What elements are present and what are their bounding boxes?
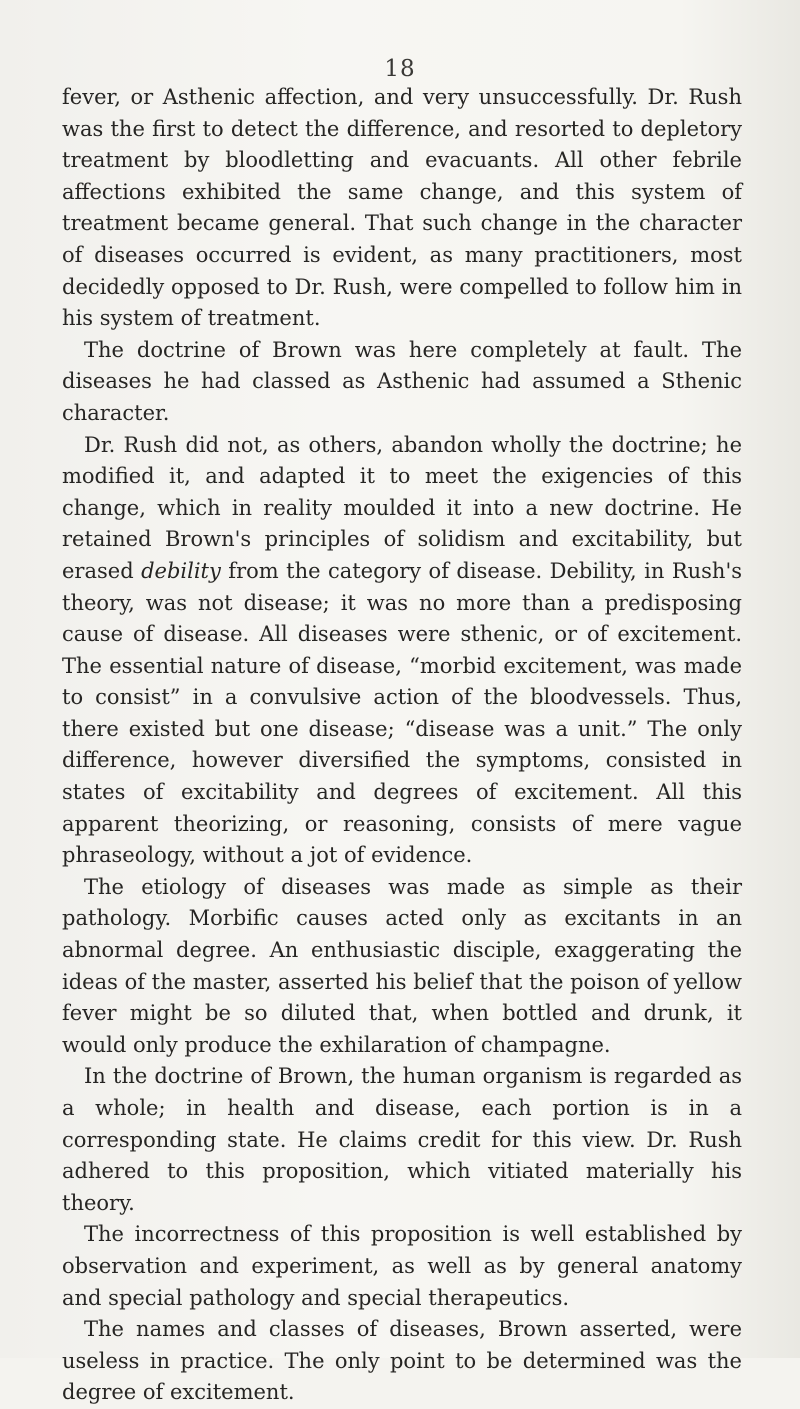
page-number: 18 [384,56,416,82]
paragraph-brown-doctrine-fault: The doctrine of Brown was here completely at fault. The diseases he had classed as Asthenic had assumed a Sthenic character. [62,337,742,425]
paragraph-organism-whole: In the doctrine of Brown, the human organism is regarded as a whole; in health and disease, each portion is in a corresponding state. He claims credit for this view. Dr. Rush adhered to this proposition, which vitiated materially his theory. [62,1064,742,1215]
body-text [62,82,742,1409]
paragraph-names-classes: The names and classes of diseases, Brown asserted, were useless in practice. The only point to be determined was the degree of excitement. [62,1317,742,1405]
paragraph-etiology: The etiology of diseases was made as simple as their pathology. Morbific causes acted only as excitants in an abnormal degree. An enthusiastic disciple, exaggerating the ideas of the master, asserted his belief that the poison of yellow fever might be so diluted that, when bottled and drunk, it would only produce the exhilaration of champagne. [62,874,742,1057]
paragraph-rush-text-end: from the category of disease. Debility, in Rush's theory, was not disease; it was no more than a predisposing cause of disease. All diseases were sthenic, or of excitement. The essential nature of disease, “morbid excitement, was made to consist” in a convulsive action of the bloodvessels. Thus, there existed but one disease; “disease was a unit.” The only difference, however diversified the symptoms, consisted in states of excitability and degrees of excitement. All this apparent theorizing, or reasoning, consists of mere vague phraseology, without a jot of evidence. [62,558,743,868]
paragraph-incorrectness: The incorrectness of this proposition is well established by observation and experiment, as well as by general anatomy and special pathology and special therapeutics. [62,1222,742,1310]
paragraph-rush-text-start: Dr. Rush did not, as others, abandon wholly the doctrine; he modified it, and adapted it to meet the exigencies of this change, which in reality moulded it into a new doctrine. He retained Brown's principles of solidism and excitability, but erased [62,432,742,583]
italic-term-debility: debility [141,558,221,583]
paragraph-asthenic-treatment: fever, or Asthenic affection, and very unsuccessfully. Dr. Rush was the first to detect the difference, and resorted to depletory treatment by bloodletting and evacuants. All other febrile affections exhibited the same change, and this system of treatment became general. That such change in the character of diseases occurred is evident, as many practitioners, most decidedly opposed to Dr. Rush, were compelled to follow him in his system of treatment. [62,85,742,331]
paragraph-rush-modification [62,430,742,872]
